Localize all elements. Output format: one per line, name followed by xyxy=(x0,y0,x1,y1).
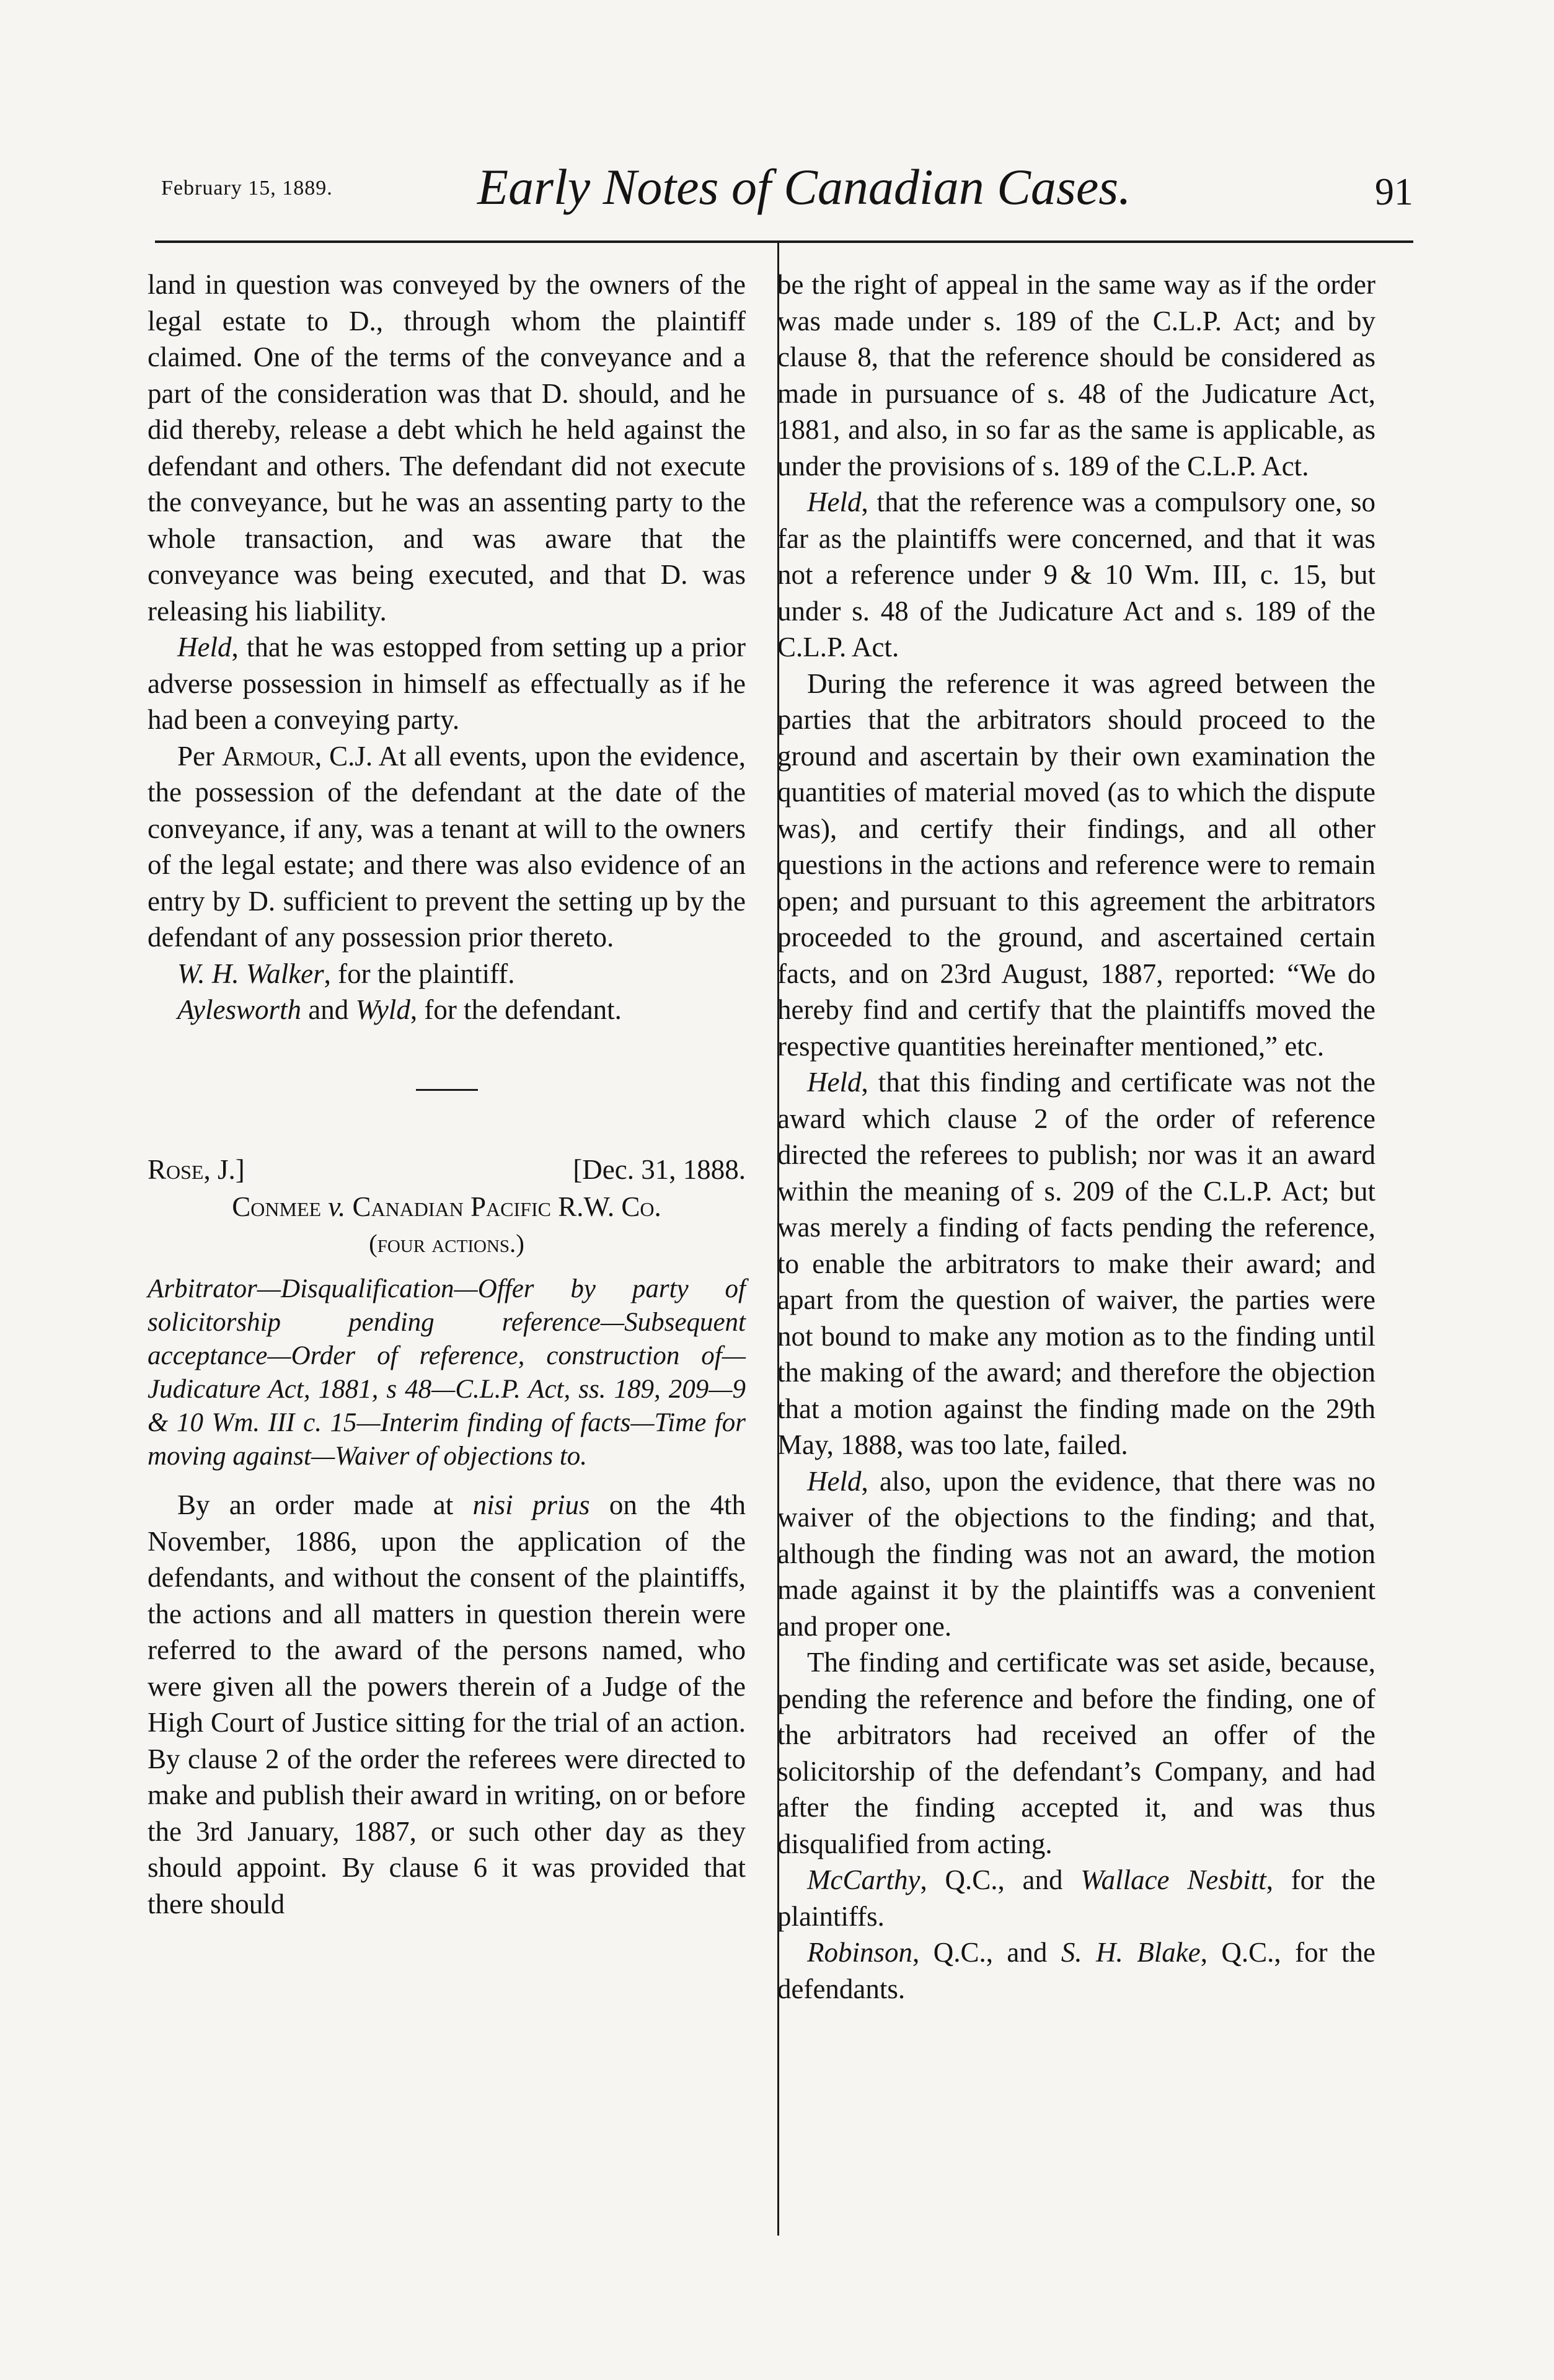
held-text: , also, upon the evidence, that there was no waiver of the objections to the finding; and that, although the finding was not an award, the motion made against it by the plaintiffs was a convenient and proper one. xyxy=(777,1465,1375,1642)
case-line xyxy=(148,1152,746,1188)
case-title xyxy=(148,1189,746,1225)
order-text-a: By an order made at xyxy=(177,1489,473,1520)
counsel-role: , for the defendant. xyxy=(410,994,622,1025)
counsel-name: McCarthy xyxy=(807,1864,920,1895)
held-label: Held xyxy=(807,487,862,518)
paragraph-per-armour xyxy=(148,738,746,956)
paragraph-right-of-appeal: be the right of appeal in the same way as if the order was made under s. 189 of the C.L.P. Act; and by clause 8, that the reference should be considered as made in pursuance of s. 48 of the Judicature Act, 1881, and also, in so far as the same is applicable, as under the provisions of s. 189 of the C.L.P. Act. xyxy=(777,269,1375,482)
counsel-role: , for the plaintiff. xyxy=(324,958,515,989)
counsel-plaintiffs xyxy=(777,1862,1375,1934)
paragraph-held-compulsory xyxy=(777,484,1375,666)
counsel-defendants xyxy=(777,1934,1375,2007)
counsel-mid: , Q.C., and xyxy=(912,1937,1061,1968)
paragraph-held-finding xyxy=(777,1064,1375,1463)
per-label: Per xyxy=(177,740,222,772)
order-text-b: on the 4th November, 1886, upon the application of the defendants, and without the consent of the plaintiffs, the actions and all matters in question therein were referred to the award of the persons named, who were given all the powers therein of a Judge of the High Court of Justice sitting for the trial of an action. By clause 2 of the order the referees were directed to make and publish their award in writing, on or before the 3rd January, 1887, or such other day as they should appoint. By clause 6 it was provided that there should xyxy=(148,1489,746,1919)
counsel-name: S. H. Blake xyxy=(1061,1937,1201,1968)
counsel-plaintiff xyxy=(148,956,746,992)
counsel-role: , for the plaintiffs. xyxy=(777,1864,1375,1932)
header-title: Early Notes of Canadian Cases. xyxy=(477,159,1131,215)
held-label: Held xyxy=(807,1465,862,1497)
paragraph-land-conveyance: land in question was conveyed by the owners of the legal estate to D., through whom the plaintiff claimed. One of the terms of the conveyance and a part of the consideration was that D. should, and he did thereby, release a debt which he held against the defendant and others. The defendant did not execute the conveyance, but he was an assenting party to the whole transaction, and was aware that the conveyance was being executed, and that D. was releasing his liability. xyxy=(148,269,746,627)
counsel-and: and xyxy=(301,994,356,1025)
held-label: Held xyxy=(177,632,232,663)
case-versus: v. xyxy=(328,1191,346,1222)
case-party-a: Conmee xyxy=(232,1191,329,1222)
page-header xyxy=(155,158,1419,226)
held-text: , that this finding and certificate was not the award which clause 2 of the order of reference directed the referees to publish; nor was it an award within the meaning of s. 209 of the C.L.P. Act; but was merely a finding of facts pending the reference, to enable the arbitrators to make their award; and apart from the question of waiver, the parties were not bound to make any motion as to the finding until the making of the award; and therefore the objection that a motion against the finding made on the 29th May, 1888, was too late, failed. xyxy=(777,1067,1375,1460)
header-date: February 15, 1889. xyxy=(161,177,333,200)
case-date: [Dec. 31, 1888. xyxy=(573,1153,746,1185)
right-column xyxy=(777,267,1375,2007)
counsel-mid: , Q.C., and xyxy=(920,1864,1081,1895)
case-subtitle: (four actions.) xyxy=(369,1228,524,1258)
paragraph-held-estoppel xyxy=(148,629,746,738)
left-column xyxy=(148,267,746,1922)
section-separator xyxy=(416,1089,478,1091)
paragraph-held-waiver xyxy=(777,1463,1375,1645)
counsel-role: , Q.C., for the defendants. xyxy=(777,1937,1375,2004)
case-judge: Rose, J.] xyxy=(148,1153,245,1185)
counsel-defendant xyxy=(148,992,746,1028)
counsel-name: Robinson xyxy=(807,1937,913,1968)
header-rule xyxy=(155,240,1413,243)
paragraph-order-of-reference xyxy=(148,1487,746,1922)
held-text: , that he was estopped from setting up a prior adverse possession in himself as effectually as if he had been a conveying party. xyxy=(148,632,746,735)
paragraph-set-aside: The finding and certificate was set aside, because, pending the reference and before the finding, one of the arbitrators had received an offer of the solicitorship of the defendant’s Company, and had after the finding accepted it, and was thus disqualified from acting. xyxy=(777,1647,1375,1859)
counsel-name: W. H. Walker xyxy=(177,958,324,989)
per-armour-text: , C.J. At all events, upon the evidence, the possession of the defendant at the date of the conveyance, if any, was a tenant at will to the owners of the legal estate; and there was also evidence of an entry by D. sufficient to prevent the setting up by the defendant of any possession prior thereto. xyxy=(148,740,746,953)
page-number: 91 xyxy=(1375,171,1413,213)
counsel-name: Wyld xyxy=(355,994,410,1025)
held-text: , that the reference was a compulsory one, so far as the plaintiffs were concerned, and that it was not a reference under 9 & 10 Wm. III, c. 15, but under s. 48 of the Judicature Act and s. 189 of the C.L.P. Act. xyxy=(777,487,1375,663)
judge-armour: Armour xyxy=(222,740,315,772)
nisi-prius: nisi prius xyxy=(472,1489,590,1520)
held-label: Held xyxy=(807,1067,862,1098)
case-party-b: Canadian Pacific R.W. Co. xyxy=(345,1191,661,1222)
case-headnote: Arbitrator—Disqualification—Offer by party of solicitorship pending reference—Subsequent acceptance—Order of reference, construction of—Judicature Act, 1881, s 48—C.L.P. Act, ss. 189, 209—9 & 10 Wm. III c. 15—Interim finding of facts—Time for moving against—Waiver of objections to. xyxy=(148,1274,746,1471)
counsel-name: Aylesworth xyxy=(177,994,301,1025)
paragraph-during-reference: During the reference it was agreed between the parties that the arbitrators should proceed to the ground and ascertain by their own examination the quantities of material moved (as to which the dispute was), and certify their findings, and all other questions in the actions and reference were to remain open; and pursuant to this agreement the arbitrators proceeded to the ground, and ascertained certain facts, and on 23rd August, 1887, reported: “We do hereby find and certify that the plaintiffs moved the respective quantities hereinafter mentioned,” etc. xyxy=(777,668,1375,1062)
counsel-name: Wallace Nesbitt xyxy=(1080,1864,1266,1895)
